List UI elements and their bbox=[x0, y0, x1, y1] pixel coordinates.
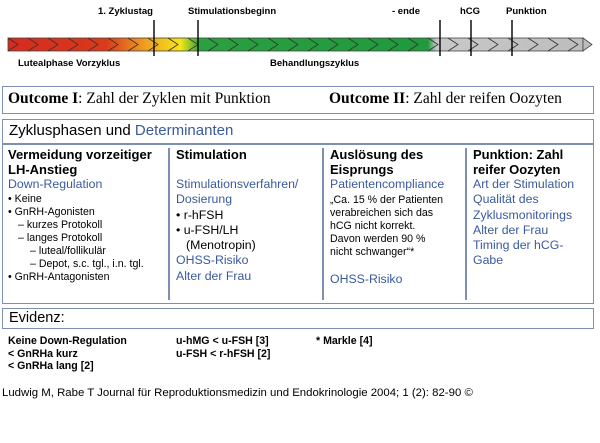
c4-item: Gabe bbox=[473, 253, 504, 268]
c3-quote-line: Davon werden 90 % bbox=[330, 233, 426, 246]
c4-item: Art der Stimulation bbox=[473, 177, 575, 191]
evidence-line: u-hMG < u-FSH [3] bbox=[176, 335, 269, 347]
c3-heading-1: Auslösung des bbox=[330, 147, 424, 162]
c2-sub-1: Stimulationsverfahren/ bbox=[176, 177, 299, 191]
c2-sub-2: Dosierung bbox=[176, 192, 233, 207]
marker-label-hcg: hCG bbox=[460, 6, 481, 17]
c4-item: Qualität des bbox=[473, 192, 539, 207]
evidence-line: < GnRHa kurz bbox=[8, 347, 78, 360]
marker-label-punktion: Punktion bbox=[506, 6, 547, 17]
c2-age: Alter der Frau bbox=[176, 268, 252, 283]
evidence-line: Keine Down-Regulation bbox=[8, 335, 127, 347]
evidence-markle: * Markle [4] bbox=[316, 335, 373, 347]
label-behandlungszyklus: Behandlungszyklus bbox=[270, 58, 360, 69]
column-divider-2 bbox=[322, 148, 324, 300]
marker-label-stimulation-end: - ende bbox=[392, 6, 420, 17]
c4-item: Timing der hCG- bbox=[473, 238, 564, 253]
c3-quote-line: verabreichen sich das bbox=[330, 207, 434, 220]
evidence-line: u-FSH < r-hFSH [2] bbox=[176, 347, 271, 360]
c2-heading: Stimulation bbox=[176, 147, 247, 162]
c4-item: Alter der Frau bbox=[473, 222, 549, 237]
evidence-stimulation bbox=[176, 335, 270, 360]
column-down-regulation bbox=[8, 147, 166, 284]
marker-label-stimulation-start: Stimulationsbeginn bbox=[188, 6, 277, 17]
column-ovulation-trigger bbox=[330, 147, 464, 288]
c2-item: • u-FSH/LH bbox=[176, 222, 239, 237]
timeline-arrow-head bbox=[583, 38, 592, 51]
c1-heading-2: LH-Anstieg bbox=[8, 162, 78, 177]
c4-heading-1: Punktion: Zahl bbox=[473, 147, 564, 162]
column-punktion bbox=[473, 147, 593, 269]
c1-sub: Down-Regulation bbox=[8, 177, 103, 191]
outcome-2: Outcome II: Zahl der reifen Oozyten bbox=[329, 90, 562, 107]
c1-item: – luteal/follikulär bbox=[30, 245, 106, 258]
c4-item: Zyklusmonitorings bbox=[473, 207, 573, 222]
outcome-1: Outcome I: Zahl der Zyklen mit Punktion bbox=[8, 90, 271, 107]
c1-item: – Depot, s.c. tgl., i.n. tgl. bbox=[30, 258, 144, 271]
c1-item: • GnRH-Antagonisten bbox=[8, 271, 110, 284]
citation: Ludwig M, Rabe T Journal für Reproduktionsmedizin und Endokrinologie 2004; 1 (2): 82-90 © bbox=[2, 387, 473, 399]
c1-item: • GnRH-Agonisten bbox=[8, 206, 95, 219]
c2-item: (Menotropin) bbox=[186, 238, 256, 253]
timeline-arrow-bar bbox=[0, 0, 600, 62]
evidence-box bbox=[2, 308, 594, 329]
c1-item: – langes Protokoll bbox=[18, 232, 103, 245]
c2-item: • r-hFSH bbox=[176, 207, 224, 222]
c1-item: – kurzes Protokoll bbox=[18, 219, 103, 232]
column-divider-3 bbox=[465, 148, 467, 300]
evidence-downregulation bbox=[8, 335, 127, 373]
c3-sub: Patientencompliance bbox=[330, 177, 445, 191]
column-divider-1 bbox=[168, 148, 170, 300]
phases-title: Zyklusphasen und Determinanten bbox=[9, 122, 234, 139]
c3-heading-2: Eisprungs bbox=[330, 162, 394, 177]
c4-heading-2: reifer Oozyten bbox=[473, 162, 561, 177]
c3-ohss: OHSS-Risiko bbox=[330, 272, 403, 287]
phases-divider bbox=[3, 143, 593, 145]
c3-quote-line: „Ca. 15 % der Patienten bbox=[330, 194, 444, 207]
c3-quote-line: hCG nicht korrekt. bbox=[330, 220, 416, 233]
c1-item: • Keine bbox=[8, 193, 42, 206]
evidence-line: < GnRHa lang [2] bbox=[8, 360, 94, 372]
c3-quote-line: nicht schwanger“* bbox=[330, 246, 415, 259]
evidence-title: Evidenz: bbox=[9, 310, 65, 326]
outcome-box bbox=[2, 86, 594, 114]
column-stimulation bbox=[176, 147, 321, 284]
marker-label-cycle-day-1: 1. Zyklustag bbox=[98, 6, 153, 17]
c1-heading-1: Vermeidung vorzeitiger bbox=[8, 147, 152, 162]
label-lutealphase: Lutealphase Vorzyklus bbox=[18, 58, 121, 69]
c2-ohss: OHSS-Risiko bbox=[176, 253, 249, 268]
